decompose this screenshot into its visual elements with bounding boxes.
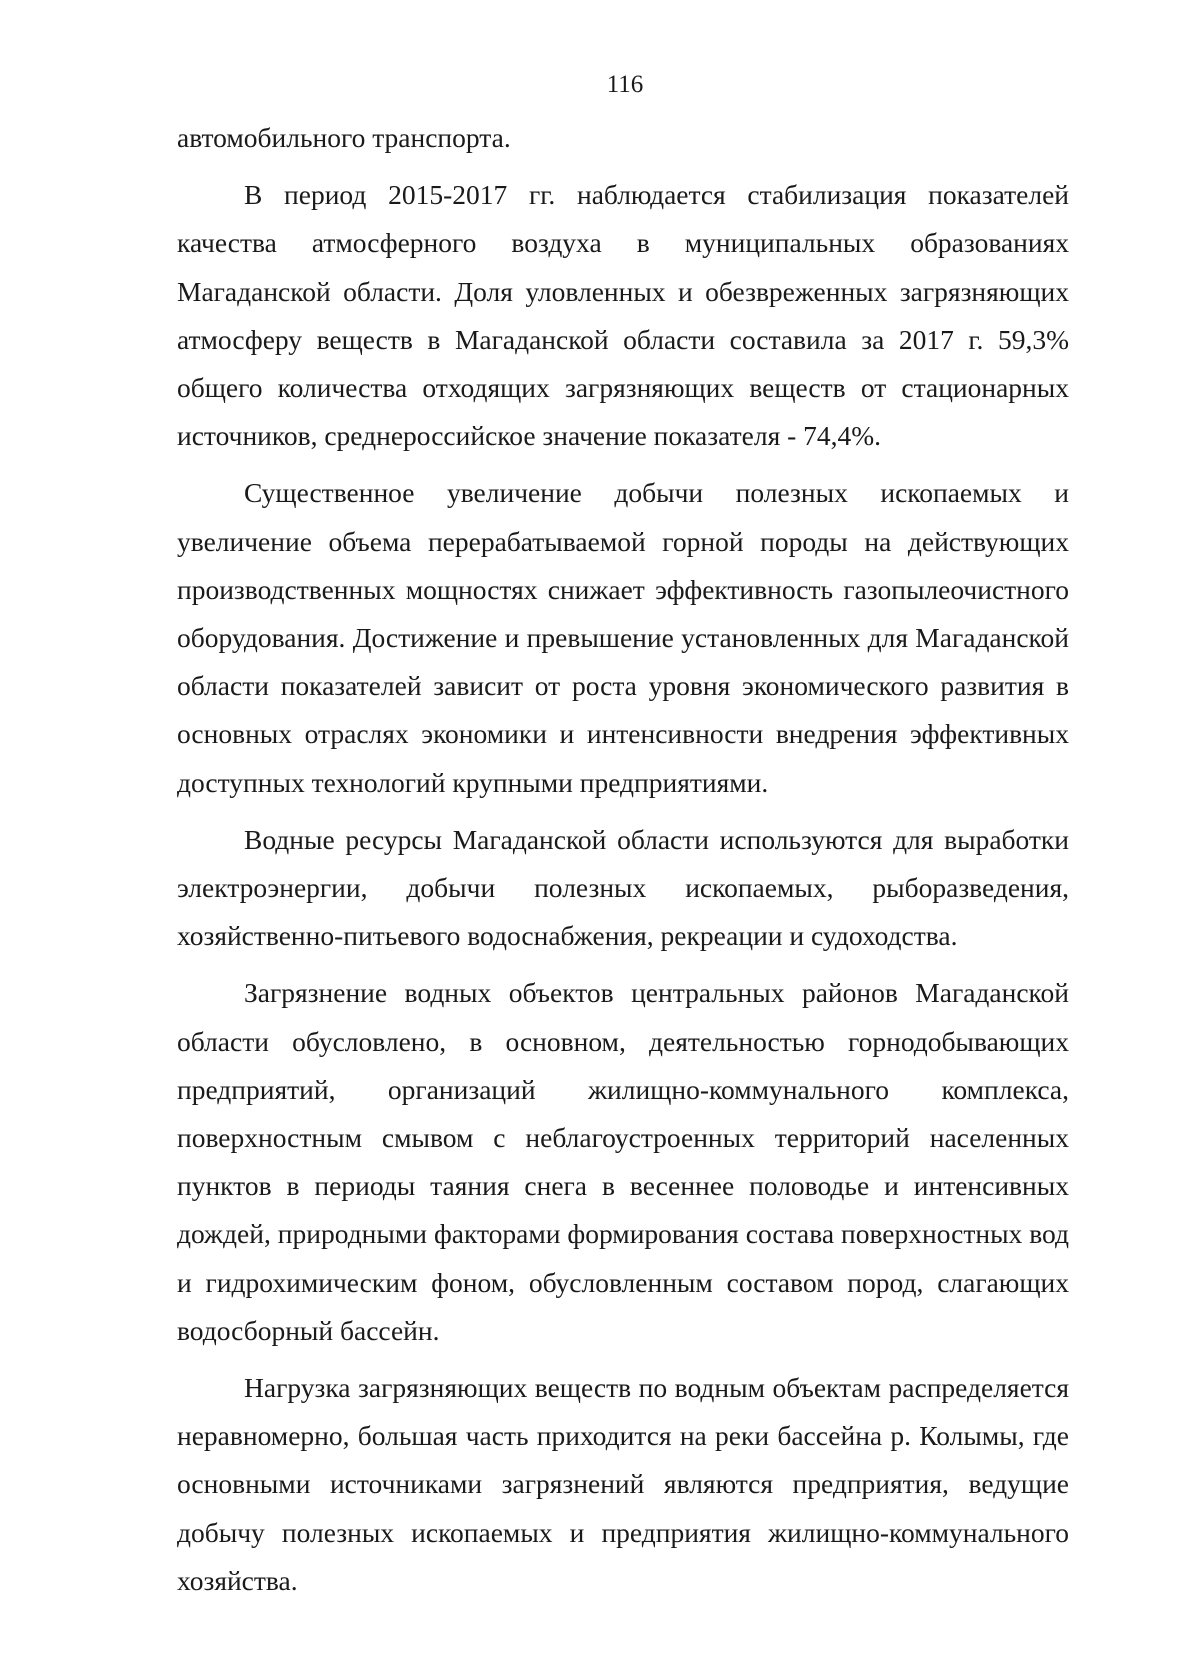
paragraph-pollution-load: Нагрузка загрязняющих веществ по водным объектам распределяется неравномерно, большая часть приходится на реки бассейна р. Колымы, где основными источниками загрязнений являются предприятия, ведущие добычу полезных ископаемых и предприятия жилищно-коммунального хозяйства. [177,1372,1069,1596]
paragraph-water-resources: Водные ресурсы Магаданской области используются для выработки электроэнергии, добычи полезных ископаемых, рыборазведения, хозяйственно-питьевого водоснабжения, рекреации и судоходства. [177,823,1069,952]
page-number: 116 [606,71,644,98]
paragraph-mining-growth: Существенное увеличение добычи полезных ископаемых и увеличение объема перерабатываемой горной породы на действующих производственных мощностях снижает эффективность газопылеочистного оборудования. Достижение и превышение установленных для Магаданской области показателей зависит от роста уровня экономического развития в основных отраслях экономики и интенсивности внедрения эффективных доступных технологий крупными предприятиями. [177,477,1069,798]
paragraph-water-pollution: Загрязнение водных объектов центральных районов Магаданской области обусловлено, в основном, деятельностью горнодобывающих предприятий, организаций жилищно-коммунального комплекса, поверхностным смывом с неблагоустроенных территорий населенных пунктов в периоды таяния снега в весеннее половодье и интенсивных дождей, природными факторами формирования состава поверхностных вод и гидрохимическим фоном, обусловленным составом пород, слагающих водосборный бассейн. [177,977,1069,1346]
paragraph-air-quality: В период 2015-2017 гг. наблюдается стабилизация показателей качества атмосферного воздуха в муниципальных образованиях Магаданской области. Доля уловленных и обезвреженных загрязняющих атмосферу веществ в Магаданской области составила за 2017 г. 59,3% общего количества отходящих загрязняющих веществ от стационарных источников, среднероссийское значение показателя - 74,4%. [177,179,1069,452]
paragraph-continuation: автомобильного транспорта. [177,122,511,153]
document-body [177,114,1069,1605]
